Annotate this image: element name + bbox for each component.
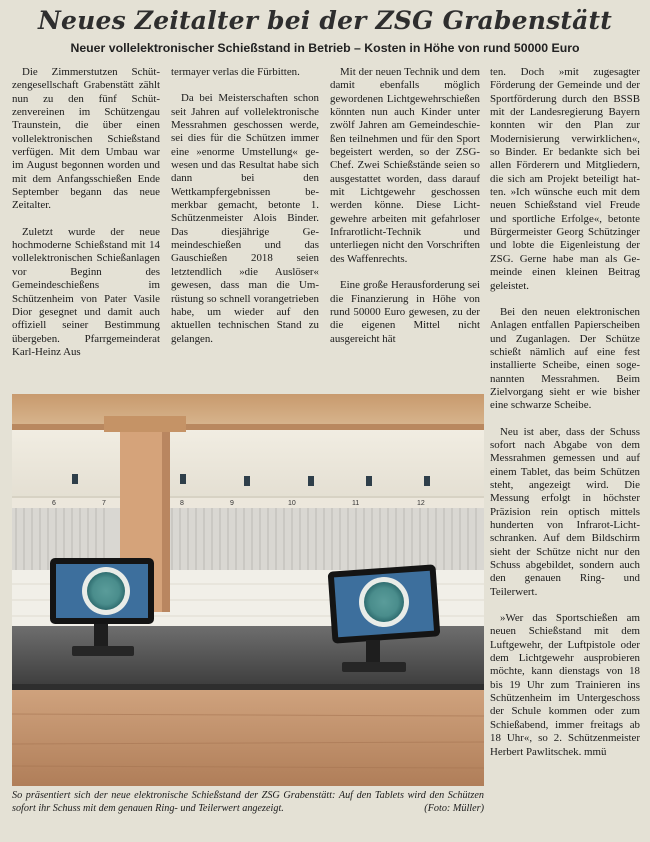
paragraph: Neu ist aber, dass der Schuss sofort nach Abgabe von dem Messrahmen gemessen und auf einem Tablet, das beim Schützen steht, angezeigt wird. Die Messung erfolgt in höchster Präzision rein optisch mittels hunderten von Infrarot-Lichtschranken. Auf dem Bildschirm sieht der Schütze nicht nur den Schuss abgebildet, sondern auch den genauen Ring- und Teilerwert. bbox=[490, 425, 640, 598]
lane-number: 8 bbox=[180, 500, 184, 507]
shooting-range-photo bbox=[12, 394, 484, 786]
paragraph: Bei den neuen elektronischen Anlagen entfallen Papierscheiben und Zuganlagen. Der Schütze schießt nämlich auf eine fest installierte Scheibe, einen sogenannten Messrahmen. Beim Zielvorgang sieht er wie bisher eine schwarze Scheibe. bbox=[490, 305, 640, 412]
paragraph: Mit der neuen Technik und dem damit ebenfalls möglich gewordenen Lichtgewehrschießen könnten nun auch Kinder unter zwölf Jahren am Gemeindeschießen teilnehmen und für den Sport begeistert werden, so der ZSG-Chef. Zwei Schießstände seien so ausgestattet worden, dass darauf mit Lichtgewehr geschossen werden könne. Diese Lichtgewehre arbeiten mit gefahrloser Infrarotlicht-Technik und unterliegen nicht den Vorschriften des Waffenrechts. bbox=[330, 66, 480, 265]
photo-caption bbox=[12, 790, 484, 815]
shooting-range-illustration bbox=[12, 394, 484, 786]
paragraph: Da bei Meisterschaften schon seit Jahren auf vollelektronische Messrahmen geschossen werde, sei dies für die Schützen immer eine »enorme Umstellung« gewesen und das Resultat habe sich dann bei den Wettkampfergebnissen bemerkbar gemacht, betonte 1. Schützenmeister Alois Binder. Das diesjährige Gemeindeschießen und das Gauschießen 2018 seien letztendlich »die Auslöser« gewesen, dass man die Umrüstung so schnell vorangetrieben habe, um wieder auf den aktuellen technischen Stand zu gelangen. bbox=[171, 92, 319, 345]
paragraph: ten. Doch »mit zugesagter Förderung der Gemeinde und der Sportförderung durch den BSSB mit der Landesregierung Bayern konnten wir den Plan zur Modernisierung verwirklichen«, so Binder. Er bedankte sich bei allen Förderern und Mitgliedern, die sich am Projekt beteiligt hatten. »Ich wünsche euch mit dem neuen Schießstand viel Freude und sportliche Erfolge«, betonte Bürgermeister Georg Schützinger und lobte die Eigenleistung der ZSG. Gerne habe man als Gemeinde einen kleinen Beitrag geleistet. bbox=[490, 66, 640, 292]
paragraph: Eine große Herausforderung sei die Finanzierung in Höhe von rund 50000 Euro gewesen, zu der die eigenen Mittel nicht ausgereicht hät bbox=[330, 279, 480, 345]
paragraph: termayer verlas die Fürbitten. bbox=[171, 66, 300, 78]
article-column-4 bbox=[490, 66, 640, 759]
counter-front bbox=[12, 690, 484, 786]
article-column-1 bbox=[12, 66, 160, 359]
lane-number: 12 bbox=[417, 500, 425, 507]
paragraph: Die Zimmerstutzen Schützengesellschaft Grabenstätt zählt nun zu den fünf Schützenvereinen im Schützengau Traunstein, die über einen vollelektronischen Schießstand verfügen. Mit dem Umbau war im August begonnen worden und mit dem Anfangsschießen Ende September begann das neue Zeitalter. bbox=[12, 66, 160, 212]
lane-number: 7 bbox=[102, 500, 106, 507]
article-subheadline: Neuer vollelektronischer Schießstand in Betrieb – Kosten in Höhe von rund 50000 Euro bbox=[70, 41, 580, 55]
article-headline: Neues Zeitalter bei der ZSG Grabenstätt bbox=[37, 6, 613, 35]
photo-credit: (Foto: Müller) bbox=[424, 802, 484, 814]
paragraph: »Wer das Sportschießen am neuen Schießstand mit dem Luftgewehr, der Luftpistole oder dem Lichtgewehr ausprobieren möchte, kann dienstags von 18 bis 19 Uhr zum Trainieren ins Schützenheim im Untergeschoss der Schule kommen oder zum Schießabend, immer freitags ab 18 Uhr«, so 2. Schützenmeister Herbert Pawlitschek. mmü bbox=[490, 612, 640, 758]
lane-number: 10 bbox=[288, 500, 296, 507]
lane-number-strip bbox=[12, 498, 484, 508]
lane-number: 11 bbox=[352, 500, 360, 507]
paragraph: Zuletzt wurde der neue hochmoderne Schießstand mit 14 vollelektronischen Schießanlagen vor Beginn des Gemeindeschießens im Schützenheim von Pater Vasile Dior gesegnet und damit auch offiziell seiner Bestimmung übergeben. Pfarrgemeinderat Karl-Heinz Aus bbox=[12, 225, 160, 358]
lane-number: 6 bbox=[52, 500, 56, 507]
lane-number: 9 bbox=[230, 500, 234, 507]
caption-text: So präsentiert sich der neue elektronische Schießstand der ZSG Grabenstätt: Auf den Tablets wird den Schützen sofort ihr Schuss mit dem genauen Ring- und Teilerwert angezeigt. bbox=[12, 790, 484, 814]
article-column-2 bbox=[171, 66, 319, 346]
article-column-3 bbox=[330, 66, 480, 346]
